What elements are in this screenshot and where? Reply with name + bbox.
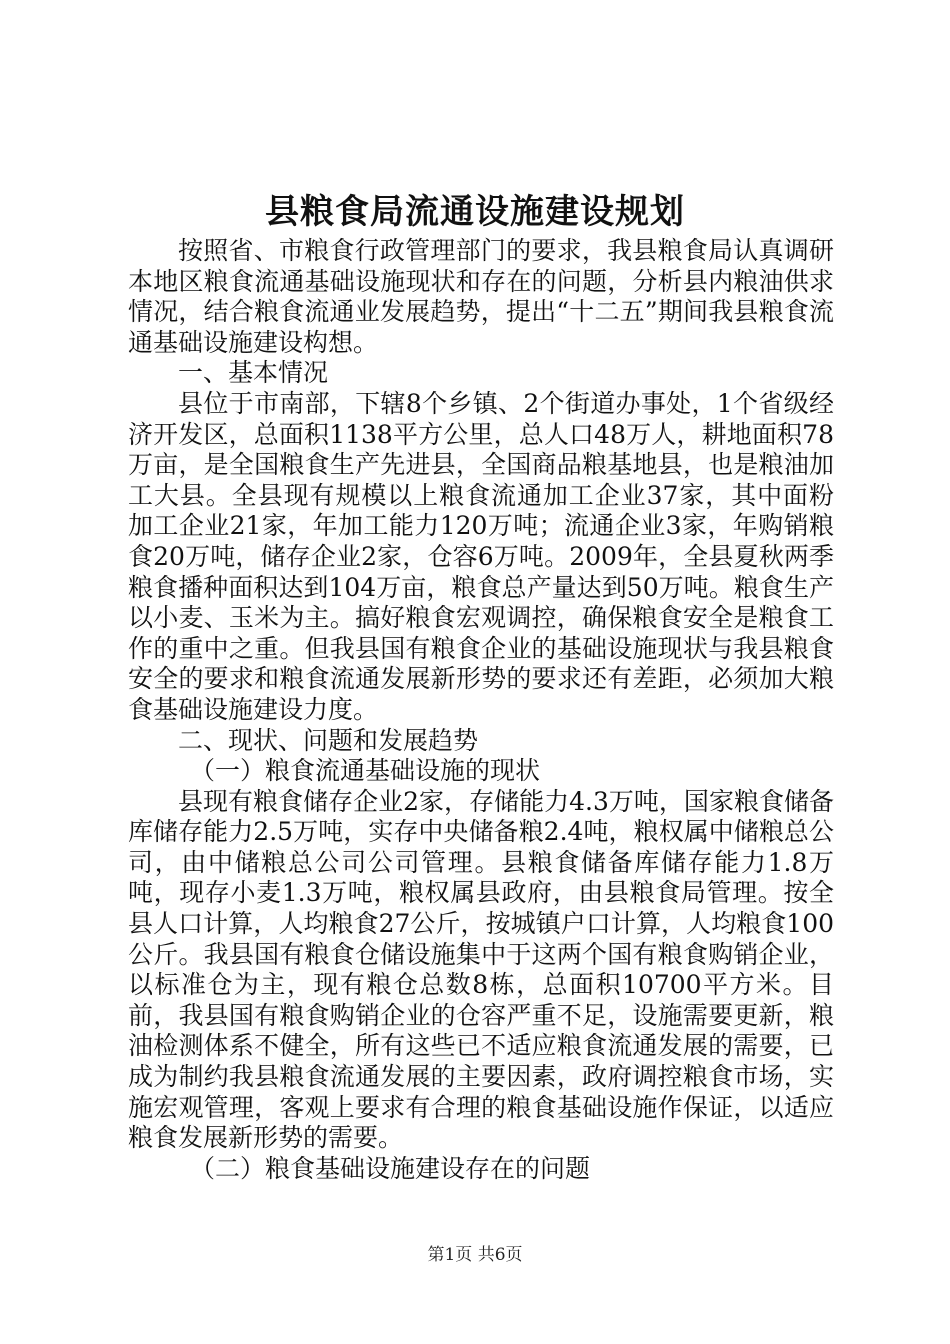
subsection-heading-problems: （二）粮食基础设施建设存在的问题 [190,1153,591,1183]
section-heading-basic: 一、基本情况 [178,358,329,388]
intro-paragraph: 按照省、市粮食行政管理部门的要求，我县粮食局认真调研本地区粮食流通基础设施现状和存在的问题，分析县内粮油供求情况，结合粮食流通业发展趋势，提出“十二五”期间我县粮食流通基础设施建设构想。 [128,236,834,357]
basic-info-paragraph: 县位于市南部，下辖8个乡镇、2个街道办事处，1个省级经济开发区，总面积1138平方公里，总人口48万人，耕地面积78万亩，是全国粮食生产先进县，全国商品粮基地县，也是粮油加工大县。全县现有规模以上粮食流通加工企业37家，其中面粉加工企业21家，年加工能力120万吨；流通企业3家，年购销粮食20万吨，储存企业2家，仓容6万吨。2009年，全县夏秋两季粮食播种面积达到104万亩，粮食总产量达到50万吨。粮食生产以小麦、玉米为主。搞好粮食宏观调控，确保粮食安全是粮食工作的重中之重。但我县国有粮食企业的基础设施现状与我县粮食安全的要求和粮食流通发展新形势的要求还有差距，必须加大粮食基础设施建设力度。 [128,388,834,724]
section-heading-status: 二、现状、问题和发展趋势 [178,725,479,755]
page-number-footer: 第1页 共6页 [427,1245,523,1265]
subsection-heading-current: （一）粮食流通基础设施的现状 [190,756,541,786]
document-title: 县粮食局流通设施建设规划 [265,192,685,232]
document-body [128,236,834,1184]
current-status-paragraph: 县现有粮食储存企业2家，存储能力4.3万吨，国家粮食储备库储存能力2.5万吨，实存中央储备粮2.4吨，粮权属中储粮总公司，由中储粮总公司公司管理。县粮食储备库储存能力1.8万吨，现存小麦1.3万吨，粮权属县政府，由县粮食局管理。按全县人口计算，人均粮食27公斤，按城镇户口计算，人均粮食100公斤。我县国有粮食仓储设施集中于这两个国有粮食购销企业，以标准仓为主，现有粮仓总数8栋，总面积10700平方米。目前，我县国有粮食购销企业的仓容严重不足，设施需要更新，粮油检测体系不健全，所有这些已不适应粮食流通发展的需要，已成为制约我县粮食流通发展的主要因素，政府调控粮食市场，实施宏观管理，客观上要求有合理的粮食基础设施作保证，以适应粮食发展新形势的需要。 [128,786,834,1153]
